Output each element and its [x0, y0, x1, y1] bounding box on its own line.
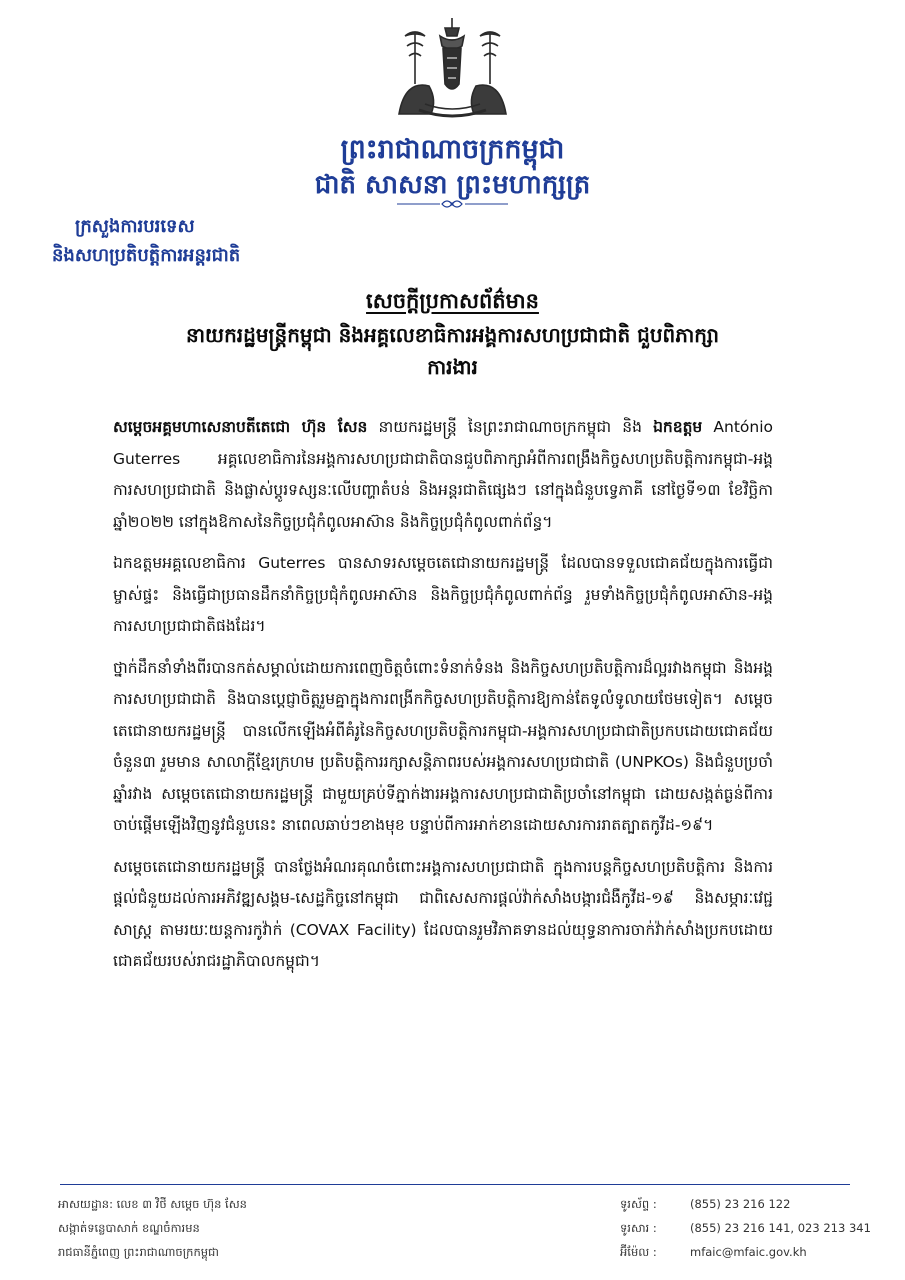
divider-ornament-icon	[395, 198, 510, 210]
paragraph-1-lead: សម្តេចអគ្គមហាសេនាបតីតេជោ ហ៊ុន សែន	[113, 418, 368, 436]
footer-contacts	[620, 1192, 871, 1264]
paragraph-1-name: António Guterres	[113, 418, 773, 468]
document-title: សេចក្តីប្រកាសព័ត៌មាន	[366, 288, 539, 313]
footer-address	[58, 1192, 247, 1264]
email-value[interactable]: mfaic@mfaic.gov.kh	[690, 1245, 807, 1259]
paragraph-1-rest: អគ្គលេខាធិការនៃអង្គការសហប្រជាជាតិបានជួបពិភាក្សាអំពីការពង្រឹងកិច្ចសហប្រតិបត្តិការកម្ពុជា-អង្គការសហប្រជាជាតិ និងផ្លាស់ប្តូរទស្សនៈលើបញ្ហាតំបន់ និងអន្តរជាតិផ្សេងៗ នៅក្នុងជំនួបទ្វេភាគី នៅថ្ងៃទី១៣ ខែវិច្ឆិកា ឆ្នាំ២០២២ នៅក្នុងឱកាសនៃកិច្ចប្រជុំកំពូលអាស៊ាន និងកិច្ចប្រជុំកំពូលពាក់ព័ន្ធ។	[113, 449, 773, 531]
paragraph-1-text: នាយករដ្ឋមន្ត្រី នៃព្រះរាជាណាចក្រកម្ពុជា និង	[367, 418, 654, 436]
address-line-3: រាជធានីភ្នំពេញ ព្រះរាជាណាចក្រកម្ពុជា	[58, 1245, 219, 1259]
ministry-name-cont: និងសហប្រតិបត្តិការអន្តរជាតិ	[52, 245, 241, 266]
address-label: អាសយដ្ឋាន:	[58, 1197, 113, 1211]
paragraph-2: ឯកឧត្តមអគ្គលេខាធិការ Guterres បានសាទរសម្តេចតេជោនាយករដ្ឋមន្ត្រី ដែលបានទទួលជោគជ័យក្នុងការធ្វើជាម្ចាស់ផ្ទះ និងធ្វើជាប្រធានដឹកនាំកិច្ចប្រជុំកំពូលអាស៊ាន និងកិច្ចប្រជុំកំពូលពាក់ព័ន្ធ រួមទាំងកិច្ចប្រជុំកំពូលអាស៊ាន-អង្គការសហប្រជាជាតិផងដែរ។	[113, 554, 773, 635]
fax-row	[620, 1216, 871, 1240]
paragraph-4: សម្តេចតេជោនាយករដ្ឋមន្ត្រី បានថ្លែងអំណរគុណចំពោះអង្គការសហប្រជាជាតិ ក្នុងការបន្តកិច្ចសហប្រតិបត្តិការ និងការផ្តល់ជំនួយដល់ការអភិវឌ្ឍសង្គម-សេដ្ឋកិច្ចនៅកម្ពុជា ជាពិសេសការផ្តល់វ៉ាក់សាំងបង្ការជំងឺកូវីដ-១៩ និងសម្ភារៈវេជ្ជសាស្ត្រ តាមរយៈយន្តការកូវ៉ាក់ (COVAX Facility) ដែលបានរួមវិភាគទានដល់យុទ្ធនាការចាក់វ៉ាក់សាំងប្រកបដោយជោគជ័យរបស់រាជរដ្ឋាភិបាលកម្ពុជា។	[113, 857, 773, 970]
ministry-name: ក្រសួងការបរទេស	[75, 216, 195, 237]
phone-row	[620, 1192, 871, 1216]
phone-label: ទូរស័ព្ទ :	[620, 1197, 657, 1211]
document-subtitle-cont: ការងារ	[427, 355, 478, 379]
paragraph-1-lead2: ឯកឧត្តម	[653, 418, 703, 436]
footer-divider	[60, 1184, 850, 1185]
address-line-1-text: លេខ ៣ វិថី សម្តេច ហ៊ុន សែន	[116, 1197, 247, 1211]
paragraph-1	[113, 412, 773, 538]
national-motto: ជាតិ សាសនា ព្រះមហាក្សត្រ	[314, 170, 591, 200]
address-line-2: សង្កាត់ទន្លេបាសាក់ ខណ្ឌចំការមន	[58, 1221, 200, 1235]
email-label: អ៊ីម៉ែល :	[620, 1245, 657, 1259]
fax-value: (855) 23 216 141, 023 213 341	[690, 1221, 871, 1235]
body-text	[113, 412, 773, 988]
fax-label: ទូរសារ :	[620, 1221, 657, 1235]
address-line-1	[58, 1192, 247, 1216]
royal-coat-of-arms-icon	[385, 14, 520, 122]
kingdom-name: ព្រះរាជាណាចក្រកម្ពុជា	[340, 134, 565, 165]
phone-value: (855) 23 216 122	[690, 1197, 791, 1211]
document-subtitle: នាយករដ្ឋមន្ត្រីកម្ពុជា និងអគ្គលេខាធិការអង្គការសហប្រជាជាតិ ជួបពិភាក្សា	[186, 323, 719, 347]
email-row	[620, 1240, 871, 1264]
paragraph-3: ថ្នាក់ដឹកនាំទាំងពីរបានកត់សម្គាល់ដោយការពេញចិត្តចំពោះទំនាក់ទំនង និងកិច្ចសហប្រតិបត្តិការដ៏ល្អរវាងកម្ពុជា និងអង្គការសហប្រជាជាតិ និងបានប្តេជ្ញាចិត្តរួមគ្នាក្នុងការពង្រីកកិច្ចសហប្រតិបត្តិការឱ្យកាន់តែទូលំទូលាយថែមទៀត។ សម្តេចតេជោនាយករដ្ឋមន្ត្រី បានលើកឡើងអំពីគំរូនៃកិច្ចសហប្រតិបត្តិការកម្ពុជា-អង្គការសហប្រជាជាតិប្រកបដោយជោគជ័យចំនួន៣ រួមមាន សាលាក្តីខ្មែរក្រហម ប្រតិបត្តិការរក្សាសន្តិភាពរបស់អង្គការសហប្រជាជាតិ (UNPKOs) និងជំនួបប្រចាំឆ្នាំរវាង សម្តេចតេជោនាយករដ្ឋមន្ត្រី ជាមួយគ្រប់ទីភ្នាក់ងារអង្គការសហប្រជាជាតិប្រចាំនៅកម្ពុជា ដោយសង្កត់ធ្ងន់ពីការចាប់ផ្តើមឡើងវិញនូវជំនួបនេះ នាពេលឆាប់ៗខាងមុខ បន្ទាប់ពីការអាក់ខានដោយសារការរាតត្បាតកូវីដ-១៩។	[113, 658, 773, 834]
